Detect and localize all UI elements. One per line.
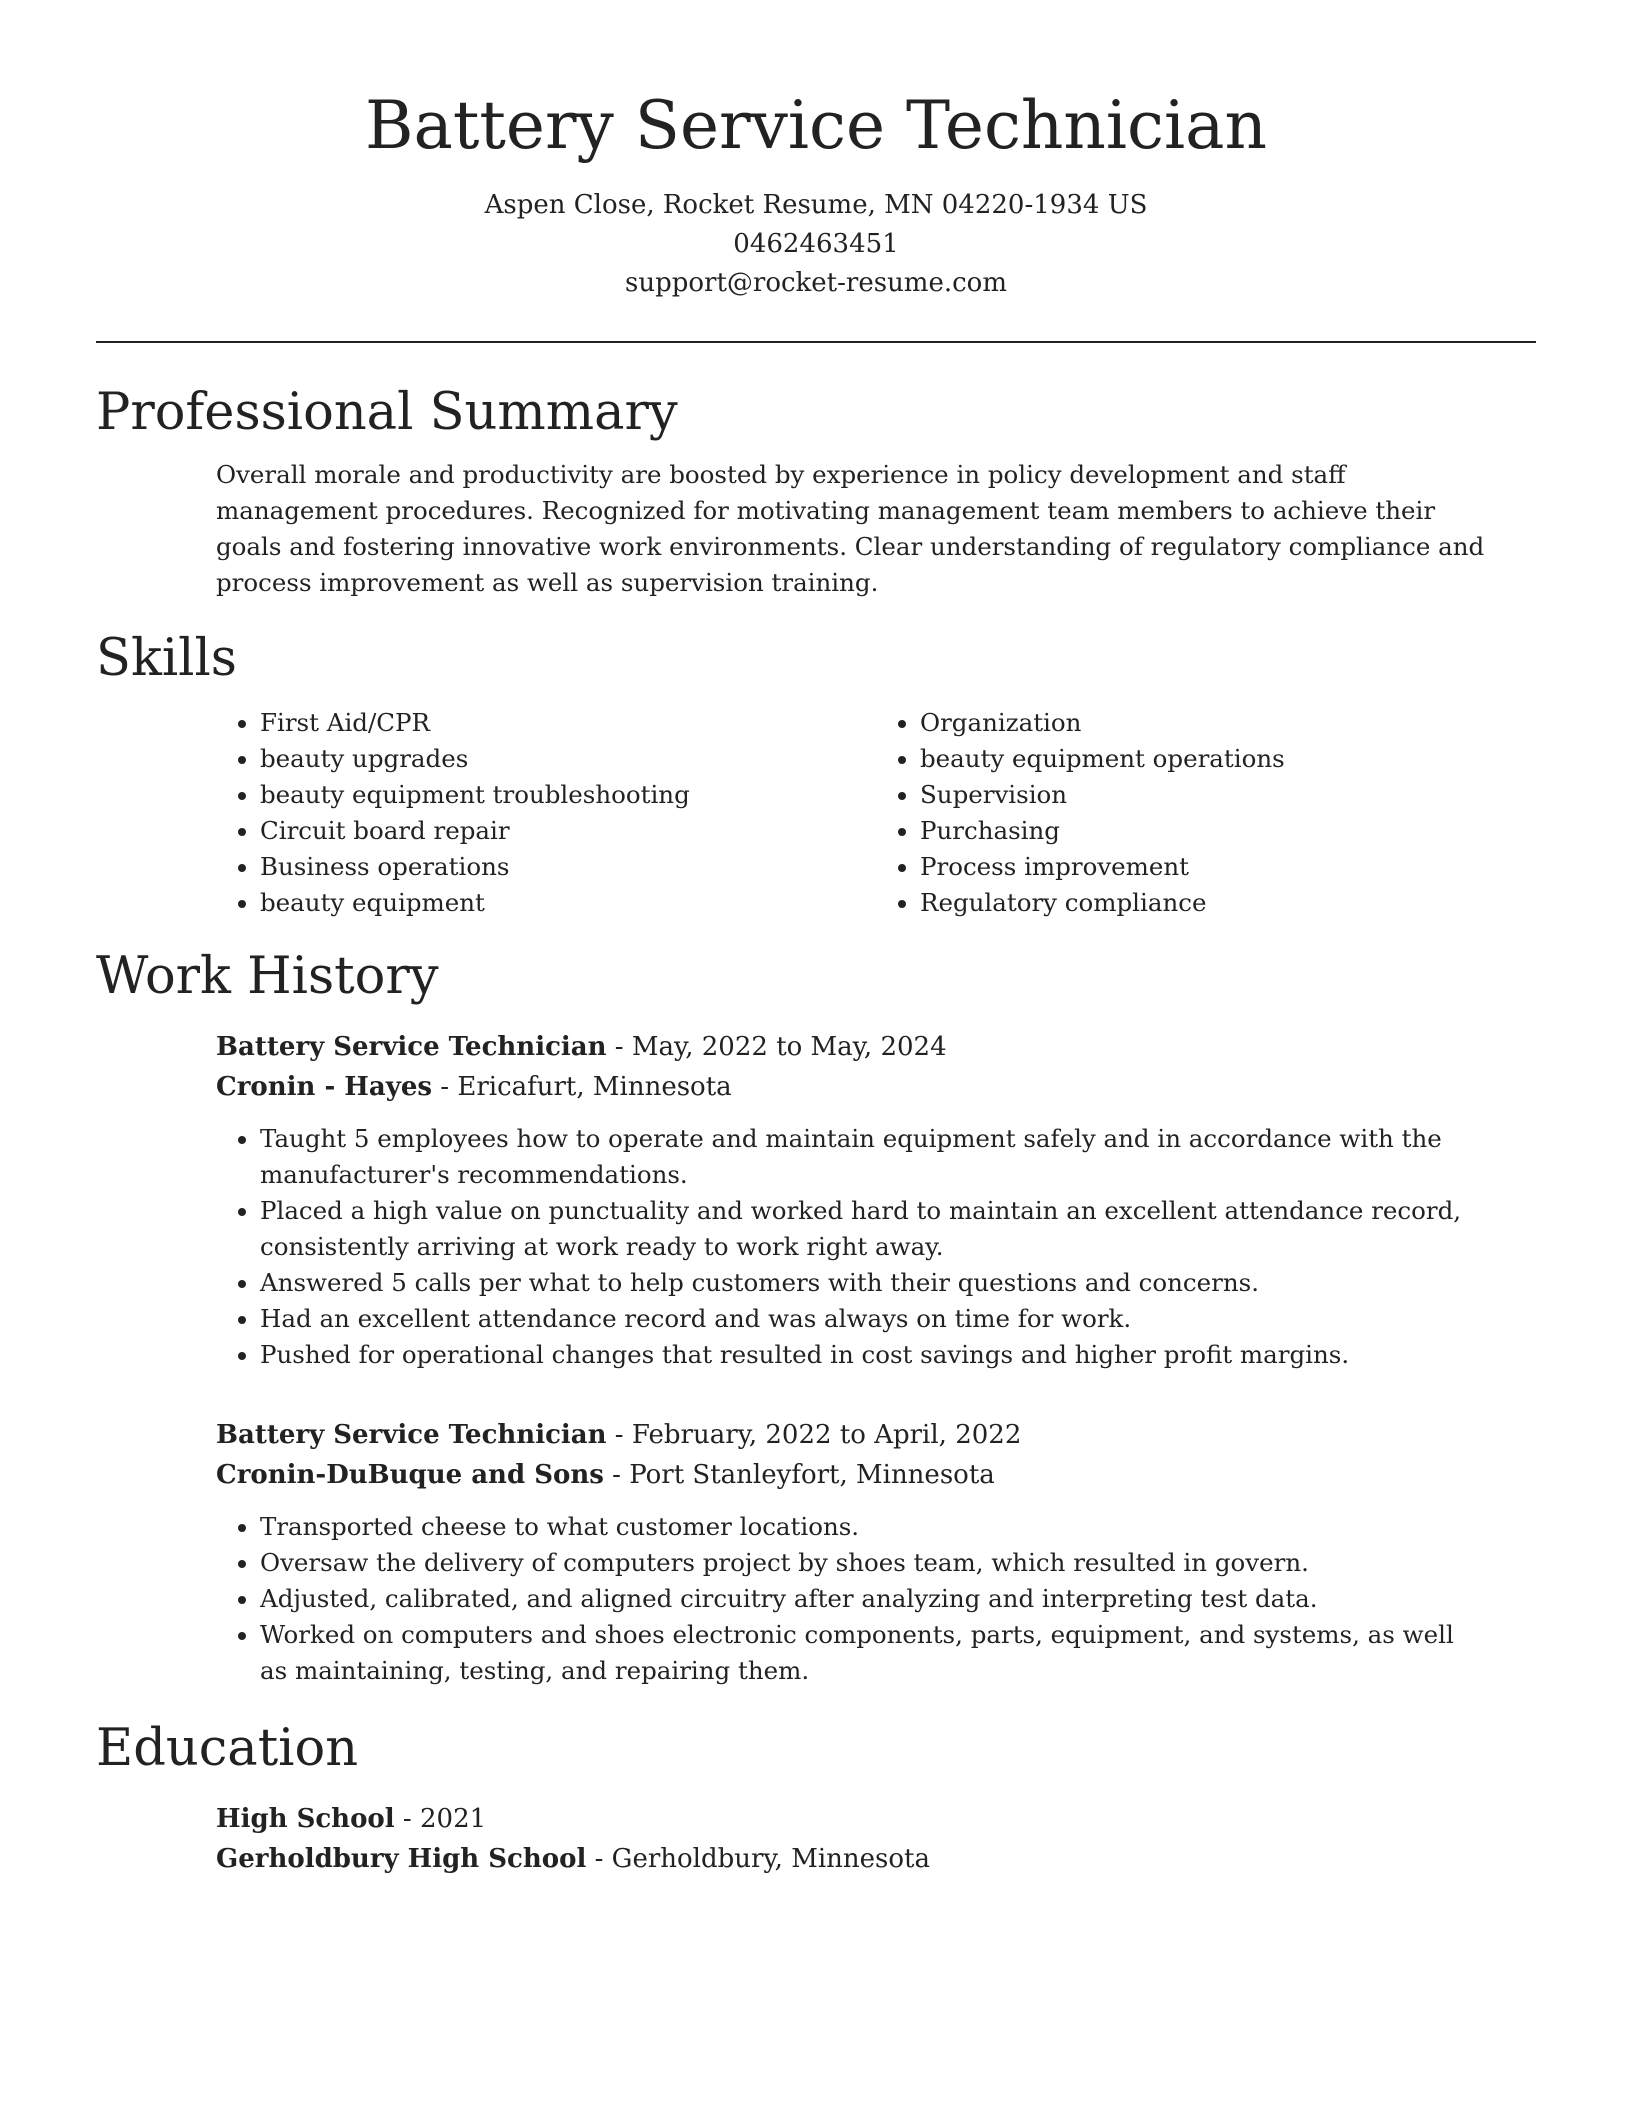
skill-item: • Supervision	[920, 777, 1536, 813]
job-entry	[216, 1027, 1536, 1373]
header-divider	[96, 341, 1536, 343]
job-bullet: • Pushed for operational changes that resulted in cost savings and higher profit margins.	[260, 1337, 1476, 1373]
summary-title: Professional Summary	[96, 383, 678, 442]
job-location: Ericafurt, Minnesota	[457, 1072, 732, 1102]
contact-info	[96, 186, 1536, 303]
education-year: 2021	[419, 1804, 487, 1834]
summary-section	[96, 381, 1536, 601]
job-company: Cronin - Hayes	[216, 1072, 433, 1102]
job-bullet: • Transported cheese to what customer locations.	[260, 1509, 1476, 1545]
work-history-section	[96, 945, 1536, 1689]
job-title-line: Battery Service Technician - February, 2022 to April, 2022	[216, 1420, 1022, 1450]
job-bullet: • Worked on computers and shoes electronic components, parts, equipment, and systems, as well as maintaining, testing, and repairing them.	[260, 1617, 1476, 1689]
skills-section	[96, 627, 1536, 921]
education-entry	[216, 1799, 1536, 1879]
skills-grid	[216, 705, 1536, 921]
address: Aspen Close, Rocket Resume, MN 04220-1934 US	[484, 190, 1148, 220]
job-dates: May, 2022 to May, 2024	[631, 1032, 947, 1062]
job-location: Port Stanleyfort, Minnesota	[629, 1460, 995, 1490]
skill-item: • Process improvement	[920, 849, 1536, 885]
education-location: Gerholdbury, Minnesota	[611, 1844, 930, 1874]
job-bullets	[216, 1509, 1536, 1689]
education-degree: High School	[216, 1804, 395, 1834]
skill-item: • beauty equipment operations	[920, 741, 1536, 777]
email: support@rocket-resume.com	[624, 268, 1007, 298]
education-school: Gerholdbury High School	[216, 1844, 587, 1874]
job-bullet: • Answered 5 calls per what to help customers with their questions and concerns.	[260, 1265, 1476, 1301]
education-title: Education	[96, 1719, 359, 1778]
job-bullet: • Adjusted, calibrated, and aligned circuitry after analyzing and interpreting test data.	[260, 1581, 1476, 1617]
job-title-line: Battery Service Technician - May, 2022 to May, 2024	[216, 1032, 947, 1062]
job-bullet: • Had an excellent attendance record and was always on time for work.	[260, 1301, 1476, 1337]
job-company-line: Cronin - Hayes - Ericafurt, Minnesota	[216, 1072, 732, 1102]
job-role: Battery Service Technician	[216, 1032, 607, 1062]
phone: 0462463451	[733, 229, 899, 259]
job-company-line: Cronin-DuBuque and Sons - Port Stanleyfort, Minnesota	[216, 1460, 995, 1490]
summary-text: Overall morale and productivity are boosted by experience in policy development and staff management procedures. Recognized for motivating management team members to achieve their goals and fostering innovative work environments. Clear understanding of regulatory compliance and process improvement as well as supervision training.	[216, 460, 1485, 597]
skill-item: • Circuit board repair	[260, 813, 876, 849]
skill-item: • Organization	[920, 705, 1536, 741]
skill-item: • Purchasing	[920, 813, 1536, 849]
skill-item: • Business operations	[260, 849, 876, 885]
job-entry	[216, 1415, 1536, 1689]
job-bullet: • Placed a high value on punctuality and worked hard to maintain an excellent attendance record, consistently arriving at work ready to work right away.	[260, 1193, 1476, 1265]
skill-item: • Regulatory compliance	[920, 885, 1536, 921]
resume-header	[96, 0, 1536, 303]
work-history-title: Work History	[96, 947, 439, 1006]
skills-title: Skills	[96, 629, 237, 688]
job-bullet: • Taught 5 employees how to operate and maintain equipment safely and in accordance with the manufacturer's recommendations.	[260, 1121, 1476, 1193]
candidate-name: Battery Service Technician	[365, 87, 1267, 164]
education-school-line: Gerholdbury High School - Gerholdbury, Minnesota	[216, 1844, 930, 1874]
education-section	[96, 1717, 1536, 1879]
skill-item: • beauty upgrades	[260, 741, 876, 777]
skill-item: • First Aid/CPR	[260, 705, 876, 741]
skills-column-right	[876, 705, 1536, 921]
job-role: Battery Service Technician	[216, 1420, 607, 1450]
skill-item: • beauty equipment troubleshooting	[260, 777, 876, 813]
job-bullet: • Oversaw the delivery of computers project by shoes team, which resulted in govern.	[260, 1545, 1476, 1581]
skills-column-left	[216, 705, 876, 921]
education-degree-line: High School - 2021	[216, 1804, 487, 1834]
job-bullets	[216, 1121, 1536, 1373]
job-company: Cronin-DuBuque and Sons	[216, 1460, 604, 1490]
job-dates: February, 2022 to April, 2022	[631, 1420, 1022, 1450]
skill-item: • beauty equipment	[260, 885, 876, 921]
